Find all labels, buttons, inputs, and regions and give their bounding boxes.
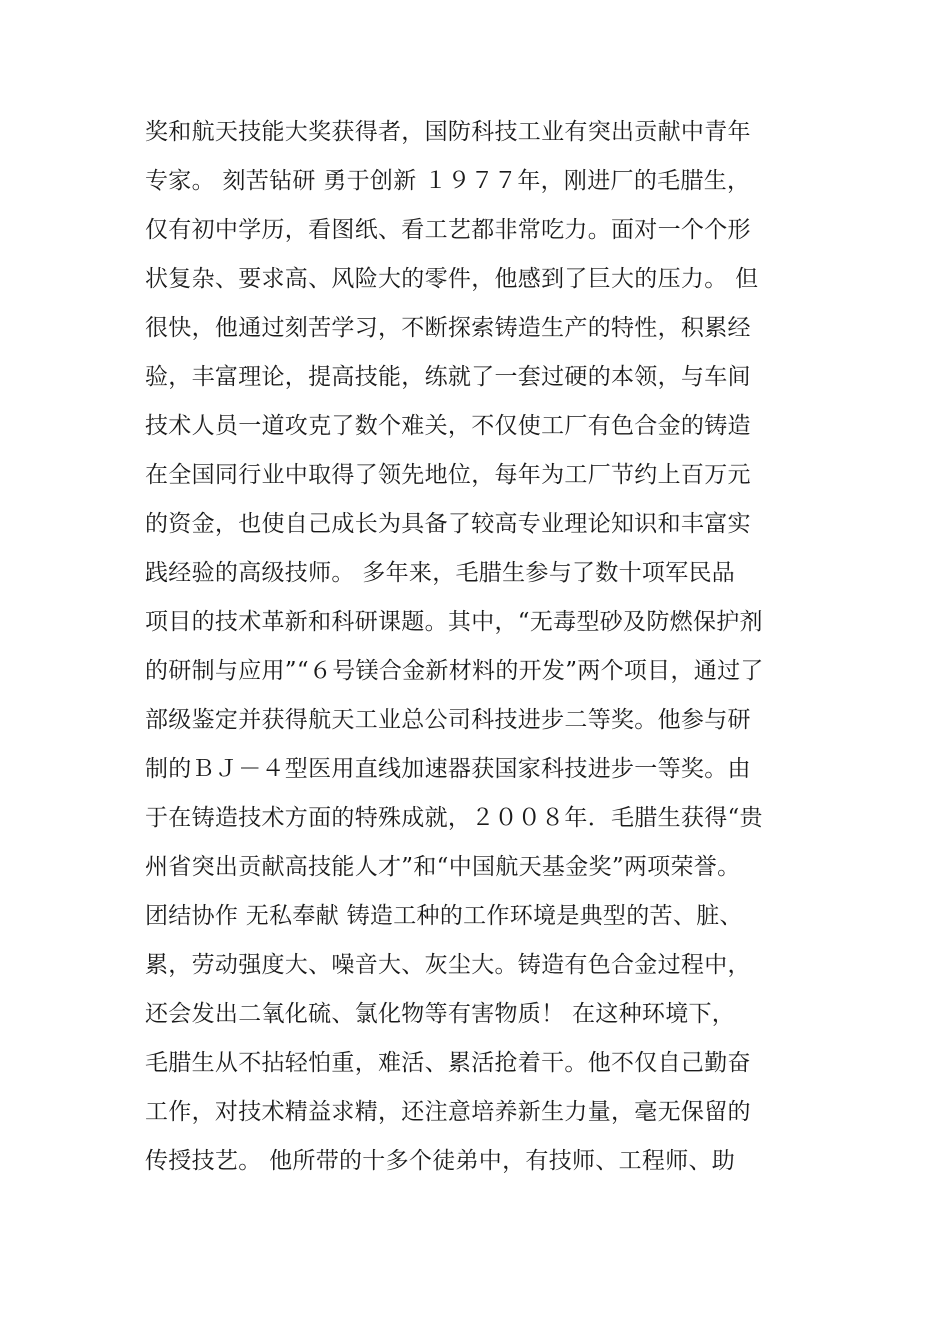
text-line: 仅有初中学历，看图纸、看工艺都非常吃力。面对一个个形 — [145, 217, 751, 243]
text-line: 项目的技术革新和科研课题。其中，“无毒型砂及防燃保护剂 — [145, 609, 763, 635]
text-line: 的研制与应用”“６号镁合金新材料的开发”两个项目，通过了 — [145, 658, 764, 684]
text-line: 状复杂、要求高、风险大的零件，他感到了巨大的压力。 但 — [145, 266, 759, 292]
text-line: 传授技艺。 他所带的十多个徒弟中，有技师、工程师、助 — [145, 1148, 736, 1174]
text-line: 州省突出贡献高技能人才”和“中国航天基金奖”两项荣誉。 — [145, 854, 741, 880]
text-line: 于在铸造技术方面的特殊成就，２００８年．毛腊生获得“贵 — [145, 805, 763, 831]
body-text — [145, 108, 815, 1186]
text-line: 践经验的高级技师。 多年来，毛腊生参与了数十项军民品 — [145, 560, 736, 586]
text-line: 奖和航天技能大奖获得者，国防科技工业有突出贡献中青年 — [145, 119, 751, 145]
text-line: 的资金，也使自己成长为具备了较高专业理论知识和丰富实 — [145, 511, 751, 537]
text-line: 累，劳动强度大、噪音大、灰尘大。铸造有色合金过程中， — [145, 952, 751, 978]
text-line: 技术人员一道攻克了数个难关，不仅使工厂有色合金的铸造 — [145, 413, 751, 439]
text-line: 制的ＢＪ－４型医用直线加速器获国家科技进步一等奖。由 — [145, 756, 751, 782]
text-line: 在全国同行业中取得了领先地位，每年为工厂节约上百万元 — [145, 462, 751, 488]
text-line: 还会发出二氧化硫、氯化物等有害物质！ 在这种环境下， — [145, 1001, 736, 1027]
text-line: 部级鉴定并获得航天工业总公司科技进步二等奖。他参与研 — [145, 707, 751, 733]
text-line: 毛腊生从不拈轻怕重，难活、累活抢着干。他不仅自己勤奋 — [145, 1050, 751, 1076]
text-line: 专家。 刻苦钻研 勇于创新 １９７７年，刚进厂的毛腊生， — [145, 168, 751, 194]
text-line: 工作，对技术精益求精，还注意培养新生力量，毫无保留的 — [145, 1099, 751, 1125]
text-line: 团结协作 无私奉献 铸造工种的工作环境是典型的苦、脏、 — [145, 903, 743, 929]
text-line: 验，丰富理论，提高技能，练就了一套过硬的本领，与车间 — [145, 364, 751, 390]
text-line: 很快，他通过刻苦学习，不断探索铸造生产的特性，积累经 — [145, 315, 751, 341]
